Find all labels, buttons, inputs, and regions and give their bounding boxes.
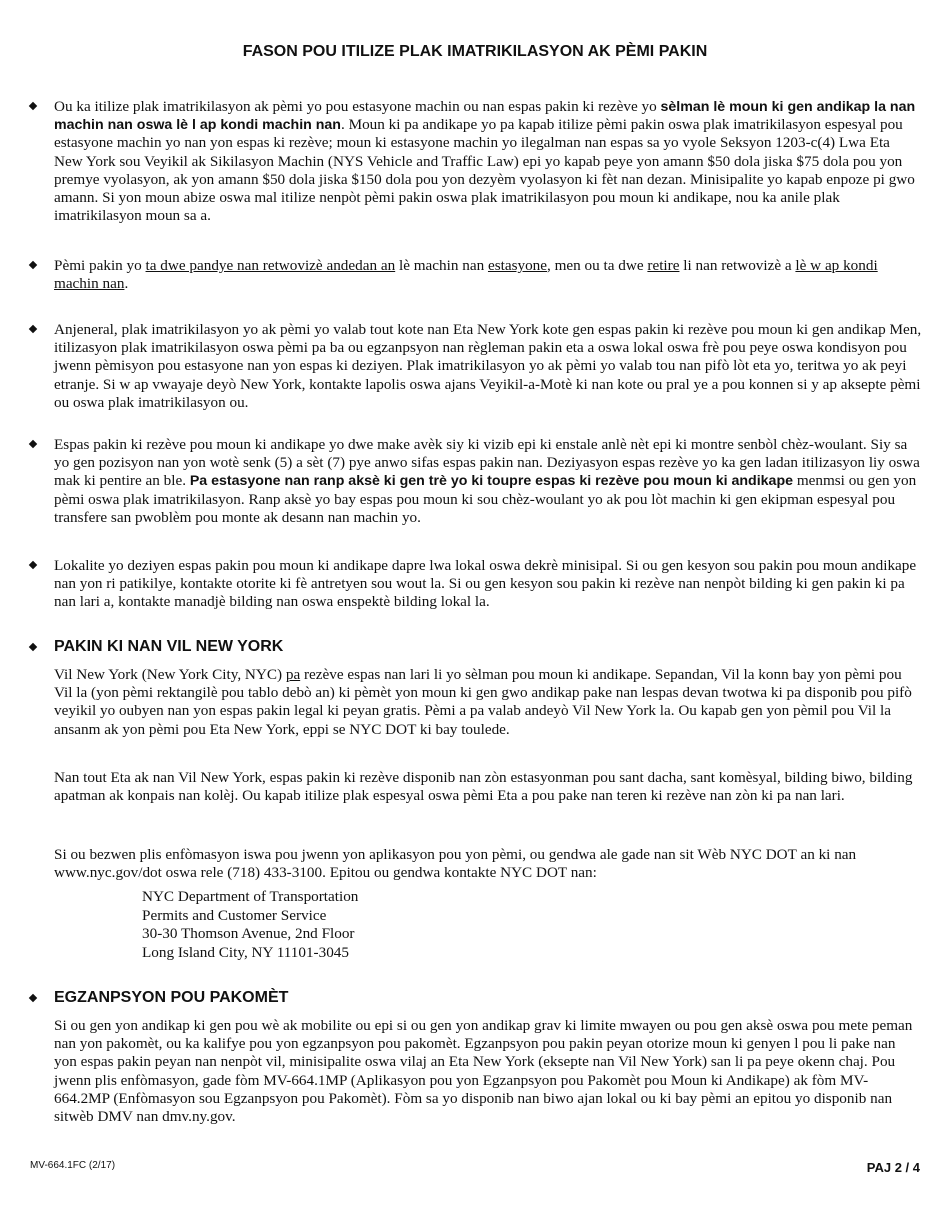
text: menmsi ou gen yon pèmi oswa plak imatrikilasyon. Ranp aksè yo bay espas pou moun ki sou chèz-woulant yo ak pou lòt machin ki gen ekipman espesyal pou transfere san pwoblèm pou monte ak desann nan machin yo. xyxy=(54,472,917,526)
exemption-paragraph: Si ou gen yon andikap ki gen pou wè ak mobilite ou epi si ou gen yon andikap grav ki limite mwayen ou pou gen aksè oswa pou mete peman nan yon pakomèt, ou ka kalifye pou yon egzanpsyon pou pakomèt. Egzanpsyon pou pakin peyan otorize moun ki genyen l pou li pake nan yon espas pakin peyan nan nenpòt vil, minisipalite oswa vilaj an Eta New York (eksepte nan Vil New York) san li pa peye okenn chaj. Pou jwenn plis enfòmasyon, gade fòm MV-664.1MP (Aplikasyon pou yon Egzanpsyon pou Pakomèt pou Moun ki Andikape) ak fòm MV-664.2MP (Enfòmasyon sou Egzanpsyon pou Pakomèt). Fòm sa yo disponib nan biwo ajan lokal ou ki bay pèmi an epitou yo disponib nan sitwèb DMV nan dmv.ny.gov. xyxy=(54,1017,913,1126)
bullet-hanging-permit xyxy=(54,257,922,293)
text: . Moun ki pa andikape yo pa kapab itilize pèmi pakin oswa plak imatrikilasyon espesyal pou estasyone machin yo nan yon espas ki rezève; moun ki estasyone machin yo ilegalman nan espas sa yo vyole Seksyon 1203-c(4) Lwa Eta New York sou Veyikil ak Sikilasyon Machin (NYS Vehicle and Traffic Law) epi yo kapab peye yon amann $50 dola jiska $75 dola pou yon premye vyolasyon, ak yon amann $50 dola jiska $150 dola pou yon dezyèm vyolasyon ki fèt nan dezan. Minisipalite yo kapab enpoze pi gwo amann. Si yon moun abize oswa mal itilize nenpòt pèmi pakin oswa plak imatrikilasyon pou moun ki andikape, nou ka anile plak imatrikilasyon moun sa a. xyxy=(54,116,915,225)
text: Vil New York (New York City, NYC) xyxy=(54,666,286,683)
form-id: MV-664.1FC (2/17) xyxy=(30,1160,116,1171)
nyc-paragraph-2: Nan tout Eta ak nan Vil New York, espas pakin ki rezève disponib nan zòn estasyonman pou sant dacha, sant komèsyal, bilding biwo, bilding apatman ak konpais nan kolèj. Ou kapab itilize plak espesyal oswa pèmi Eta a pou pake nan teren ki rezève nan zòn ki pa nan lari. xyxy=(54,769,913,805)
underlined-text: pa xyxy=(285,666,301,683)
address-line: NYC Department of Transportation xyxy=(142,888,359,905)
section-heading: EGZANPSYON POU PAKOMÈT xyxy=(54,989,289,1006)
text: Pèmi pakin yo xyxy=(54,257,146,274)
text: lè machin nan xyxy=(395,257,488,274)
text: Espas pakin ki rezève pou moun ki andikape yo dwe make avèk siy ki vizib epi ki enstale anlè nèt epi ki montre senbòl chèz-woulant. Siy sa yo gen pozisyon nan yon wotè senk (5) a sèt (7) pye anwo sifas espas pakin nan. Deziyasyon espas rezève yo ka gen ladan itilizasyon liy oswa mak ki pentire an ble. xyxy=(54,436,920,490)
bullet-permit-usage xyxy=(54,98,922,225)
text: , men ou ta dwe xyxy=(547,257,648,274)
underlined-text: retire xyxy=(647,257,680,274)
bold-text: sèlman lè moun ki gen andikap la nan machin nan oswa lè l ap kondi machin nan xyxy=(54,99,916,134)
bold-text: Pa estasyone nan ranp aksè ki gen trè yo ki toupre espas ki rezève pou moun ki andikape xyxy=(189,473,794,490)
page-title: FASON POU ITILIZE PLAK IMATRIKILASYON AK PÈMI PAKIN xyxy=(242,43,708,60)
section-heading: PAKIN KI NAN VIL NEW YORK xyxy=(54,638,284,655)
section-meter-exemption xyxy=(54,988,922,1008)
underlined-text: lè w ap kondi machin nan xyxy=(54,257,878,293)
underlined-text: estasyone xyxy=(487,257,548,274)
nyc-paragraph-1 xyxy=(54,666,922,739)
bullet-reserved-spaces xyxy=(54,436,922,527)
nyc-dot-address xyxy=(142,888,358,962)
text: li nan retwovizè a xyxy=(679,257,796,274)
nyc-paragraph-3: Si ou bezwen plis enfòmasyon iswa pou jwenn yon aplikasyon pou yon pèmi, ou gendwa ale gade nan sit Wèb NYC DOT an ki nan www.nyc.gov/dot oswa rele (718) 433-3100. Epitou ou gendwa kontakte NYC DOT nan: xyxy=(54,846,857,882)
text: . xyxy=(124,275,129,293)
text: Ou ka itilize plak imatrikilasyon ak pèmi yo pou estasyone machin ou nan espas pakin ki rezève yo xyxy=(54,98,661,115)
underlined-text: ta dwe pandye nan retwovizè andedan an xyxy=(145,257,396,274)
text: Anjeneral, plak imatrikilasyon yo ak pèmi yo valab tout kote nan Eta New York kote gen espas pakin ki rezève pou moun ki gen andikap Men, itilizasyon plak imatrikilasyon oswa pèmi pa ba ou egzanpsyon nan règleman pakin eta a oswa lokal oswa frè pou peye oswa kondisyon pou jwenn pèmisyon pou estasyone nan yon espas ki deziyen. Plak imatrikilasyon yo ak pèmi yo valab tou nan pifò lòt eta yo, teritwa yo ak peyi etranje. Si w ap vwayaje deyò New York, kontakte lapolis oswa ajans Veyikil-a-Motè ki nan kote ou pral ye a pou konnen si y ap aksepte pèmi ou oswa plak imatrikilasyon ou. xyxy=(54,321,922,411)
bullet-validity xyxy=(54,321,922,412)
section-nyc-parking xyxy=(54,637,922,657)
address-line: Long Island City, NY 11101-3045 xyxy=(142,943,349,961)
text: rezève espas nan lari li yo sèlman pou moun ki andikape. Sepandan, Vil la konn bay yon pèmi pou Vil la (yon pèmi rektangilè pou tablo debò an) ki pèmèt yon moun ki gen gwo andikap pake nan lespas devan twotwa ki pa disponib pou pifò veyikil yo oubyen nan yon espas pakin legal ki peyan gratis. Pèmi a pa valab andeyò Vil New York la. Ou kapab gen yon pèmil pou Vil la ansanm ak yon pèmi pou Eta New York, eppi se NYC DOT ki bay toulede. xyxy=(54,666,912,738)
bullet-localities xyxy=(54,557,922,612)
page-number: PAJ 2 / 4 xyxy=(866,1160,920,1175)
text: Lokalite yo deziyen espas pakin pou moun ki andikape dapre lwa lokal oswa dekrè minisipal. Si ou gen kesyon sou pakin pou moun andikape nan yon ri patikilye, kontakte otorite ki fè antretyen sou wout la. Si ou gen kesyon sou pakin ki rezève nan nenpòt bilding ki gen pakin ki pa nan lari a, kontakte manadjè bilding nan oswa enspektè bilding lokal la. xyxy=(54,557,917,611)
address-line: Permits and Customer Service xyxy=(142,906,327,924)
address-line: 30-30 Thomson Avenue, 2nd Floor xyxy=(142,925,355,943)
